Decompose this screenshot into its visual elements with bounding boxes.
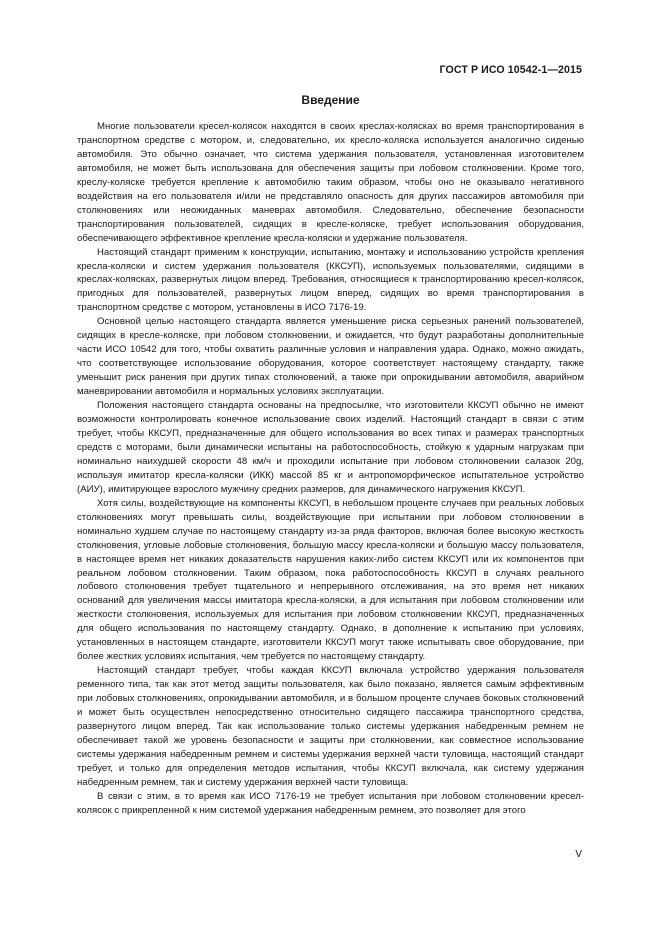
section-title: Введение [301,93,360,107]
paragraph: Хотя силы, воздействующие на компоненты ККСУП, в небольшом проценте случаев при реальных лобовых столкновениях могут превышать силы, воздействующие при испытании при лобовом столкновении в номинально худшем случае по настоящему стандарту из-за ряда факторов, включая более высокую жесткость столкновения, угловые лобовые столкновения, большую массу кресла-коляски и большую массу пользователя, в настоящее время нет никаких доказательств нарушения каких-либо систем ККСУП или их компонентов при реальном лобовом столкновении. Таким образом, пока работоспособность ККСУП в случаях реального лобового столкновения требует тщательного и непрерывного отслеживания, на это время нет никаких оснований для увеличения массы имитатора кресла-коляски, а для испытания при лобовом столкновении или жесткости столкновения, используемых для испытания при лобовом столкновении ККСУП, предназначенных для общего использования по настоящему стандарту. Однако, в дополнение к испытанию при условиях, установленных в настоящем стандарте, изготовители ККСУП могут также испытывать свое оборудование, при более жестких условиях испытания, чем требуется по настоящему стандарту. [77,497,584,663]
paragraph: В связи с этим, в то время как ИСО 7176-19 не требует испытания при лобовом столкновении кресел-колясок с прикрепленной к ним системой удержания набедренным ремнем, это позволяет для этого [77,790,584,816]
paragraph: Настоящий стандарт применим к конструкции, испытанию, монтажу и использованию устройств крепления кресла-коляски и систем удержания пользователя (ККСУП), используемых пользователями, сидящими в креслах-колясках, развернутых лицом вперед. Требования, относящиеся к транспортированию кресел-колясок, пригодных для пользователей, развернутых лицом вперед, сидящих во время транспортирования в транспортном средстве с мотором, установлены в ИСО 7176-19. [77,246,584,314]
standard-designation: ГОСТ Р ИСО 10542-1—2015 [439,64,582,76]
body-text [77,120,584,818]
paragraph: Многие пользователи кресел-колясок находятся в своих креслах-колясках во время транспортирования в транспортном средстве с мотором, и, следовательно, их кресло-коляска используется аналогично сиденью автомобиля. Это обычно означает, что система удержания пользователя, установленная изготовителем автомобиля, не может быть использована для обеспечения защиты при лобовом столкновении. Кроме того, креслу-коляске требуется крепление к автомобилю таким образом, чтобы оно не оказывало негативного воздействия на его пользователя и/или не представляло опасность для других пассажиров автомобиля при столкновениях или неожиданных маневрах автомобиля. Следовательно, обеспечение безопасности транспортирования пользователей, сидящих в кресле-коляске, требует использования оборудования, обеспечивающего эффективное крепление кресла-коляски и удержание пользователя. [77,121,584,244]
paragraph: Положения настоящего стандарта основаны на предпосылке, что изготовители ККСУП обычно не имеют возможности контролировать конечное использование своих изделий. Настоящий стандарт в связи с этим требует, чтобы ККСУП, предназначенные для общего использования во всех типах и размерах транспортных средств с моторами, были динамически испытаны на работоспособность, стойкую к ударным нагрузкам при номинально наихудшей скорости 48 км/ч и проходили испытание при лобовом столкновении салазок 20g, используя имитатор кресла-коляски (ИКК) массой 85 кг и антропоморфическое испытательное устройство (АИУ), имитирующее взрослого мужчину средних размеров, для динамического нагружения ККСУП. [77,400,584,495]
paragraph: Основной целью настоящего стандарта является уменьшение риска серьезных ранений пользователей, сидящих в кресле-коляске, при лобовом столкновении, и ожидается, что будут разработаны дополнительные части ИСО 10542 для того, чтобы охватить различные условия и направления удара. Однако, можно ожидать, что соответствующее использование оборудования, которое соответствует настоящему стандарту, также уменьшит риск ранения при других типах столкновений, а также при опрокидывании автомобиля, аварийном маневрировании автомобиля и нормальных условиях эксплуатации. [77,316,584,398]
paragraph: Настоящий стандарт требует, чтобы каждая ККСУП включала устройство удержания пользователя ременного типа, так как этот метод защиты пользователя, как было показано, является самым эффективным при лобовых столкновениях, опрокидывании автомобиля, и в большом проценте случаев боковых столкновений и может быть осуществлен непосредственно относительно сидящего пассажира транспортного средства, развернутого лицом вперед. Так как использование только системы удержания набедренным ремнем не обеспечивает такой же уровень безопасности и защиты при столкновении, как совместное использование системы удержания набедренным ремнем и системы удержания верхней части туловища, настоящий стандарт требует, и только для определения методов испытания, чтобы ККСУП включала, как систему удержания набедренным ремнем, так и систему удержания верхней части туловища. [77,665,584,788]
page-number: V [575,849,582,860]
